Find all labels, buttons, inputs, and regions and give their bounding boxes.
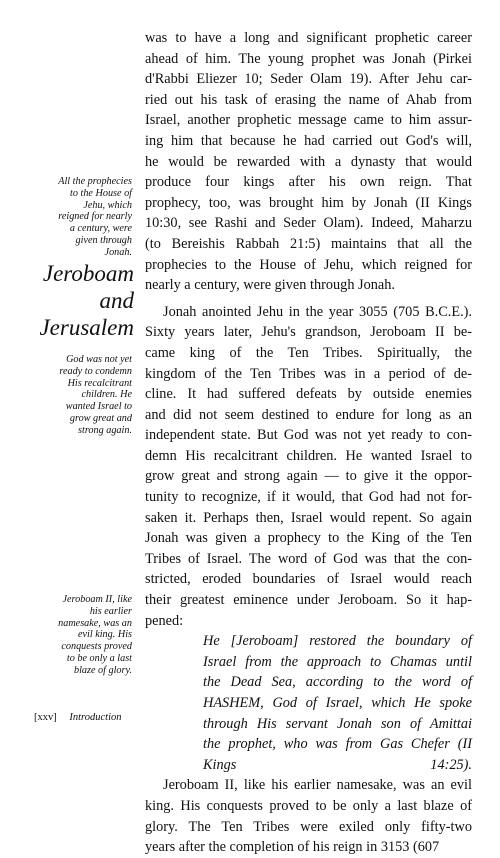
- paragraph-jeroboam-reign-line: Jonah anointed Jehu in the year 3055 (705 B.C.E.).: [163, 303, 472, 320]
- paragraph-jonah-career-line: prophecy, too, was brought him by Jonah (II Kings: [145, 194, 472, 211]
- page-footer: [34, 712, 131, 723]
- margin-note-jeroboam: [20, 594, 132, 677]
- paragraph-jeroboam-reign-line: demn His recalcitrant children. He wanted Israel to: [145, 447, 472, 464]
- paragraph-jonah-career-line: (to Bereishis Rabbah 21:5) maintains that all the: [145, 235, 472, 252]
- paragraph-jeroboam-reign: [145, 302, 472, 632]
- margin-note-god-not-ready-line: children. He: [81, 389, 132, 401]
- paragraph-jeroboam-reign-line: cline. It had suffered defeats by outside enemies: [145, 386, 472, 403]
- block-quote-line: He [Jeroboam] restored the boundary of: [203, 633, 472, 650]
- paragraph-jeroboam-reign-line: their greatest eminence under Jeroboam. So it hap-: [145, 592, 472, 609]
- margin-note-god-not-ready-line: wanted Israel to: [65, 401, 132, 413]
- paragraph-jonah-career-line: 10:30, see Rashi and Seder Olam). Indeed, Maharzu: [145, 215, 472, 232]
- block-quote-kings: [145, 631, 472, 775]
- margin-note-jeroboam-line: Jeroboam II, like: [62, 594, 132, 605]
- page-number: [xxv]: [34, 712, 57, 723]
- margin-note-god-not-ready-line: strong again.: [78, 424, 132, 436]
- margin-note-god-not-ready: [20, 354, 132, 437]
- paragraph-jeroboam-reign-line: tunity to recognize, if it would, that God had not for-: [145, 489, 472, 506]
- paragraph-evil-king-line: king. His conquests proved to be only a last blaze of: [145, 797, 472, 814]
- margin-note-prophecies-line: reigned for nearly: [58, 211, 132, 223]
- paragraph-jonah-career-line: Israel, another prophetic message came to him assur-: [145, 112, 472, 129]
- margin-note-god-not-ready-line: His recalcitrant: [67, 377, 132, 389]
- block-quote-line: Kings 14:25).: [203, 756, 472, 773]
- margin-note-prophecies: [20, 176, 132, 259]
- paragraph-jeroboam-reign-line: pened:: [145, 612, 184, 629]
- paragraph-jeroboam-reign-line: Jonah was given a prophecy to the King of the Ten: [145, 530, 472, 547]
- paragraph-jonah-career-line: ing him that because he had carried out God's will,: [145, 132, 472, 149]
- margin-note-god-not-ready-line: ready to condemn: [59, 365, 132, 377]
- paragraph-jonah-career-line: was to have a long and significant prophetic career: [145, 30, 472, 46]
- paragraph-evil-king-line: Jeroboam II, like his earlier namesake, was an evil: [163, 777, 472, 794]
- paragraph-evil-king: [145, 775, 472, 857]
- margin-note-jeroboam-line: conquests proved: [61, 641, 132, 653]
- paragraph-jeroboam-reign-line: kingdom of the Ten Tribes was in a period of de-: [145, 365, 472, 382]
- margin-note-jeroboam-line: his earlier: [89, 605, 132, 617]
- margin-note-prophecies-line: given through: [75, 234, 132, 246]
- block-quote-line: through His servant Jonah son of Amittai: [203, 715, 472, 732]
- paragraph-jonah-career: [145, 28, 472, 296]
- paragraph-jonah-career-line: produce four kings after his own reign. That: [145, 174, 472, 191]
- paragraph-jeroboam-reign-line: Sixty years later, Jehu's grandson, Jeroboam II be-: [145, 324, 472, 341]
- block-quote-line: the Dead Sea, according to the word of: [203, 674, 472, 691]
- margin-note-jeroboam-line: evil king. His: [77, 629, 132, 641]
- section-heading: [30, 260, 134, 341]
- main-text-column: [145, 28, 472, 858]
- margin-note-prophecies-line: a century, were: [69, 223, 132, 235]
- margin-note-prophecies-line: All the prophecies: [58, 176, 132, 187]
- section-heading-line: Jerusalem: [39, 315, 134, 340]
- paragraph-jeroboam-reign-line: independent state. But God was not yet ready to con-: [145, 427, 472, 444]
- margin-note-god-not-ready-line: God was not yet: [66, 354, 132, 365]
- paragraph-evil-king-line: years after the completion of his reign in 3153 (607: [145, 839, 440, 856]
- margin-note-jeroboam-line: namesake, was an: [58, 617, 132, 629]
- paragraph-evil-king-line: glory. The Ten Tribes were exiled only fifty-two: [145, 818, 472, 835]
- margin-note-prophecies-line: to the House of: [70, 187, 132, 199]
- paragraph-jeroboam-reign-line: grow great and strong again — to give it the oppor-: [145, 468, 472, 485]
- section-heading-line: Jeroboam: [42, 261, 134, 286]
- paragraph-jeroboam-reign-line: and did not seem destined to endure for long as an: [145, 406, 472, 423]
- margin-note-jeroboam-line: blaze of glory.: [73, 664, 132, 676]
- block-quote-line: the prophet, who was from Gas Chefer (II: [203, 736, 472, 753]
- block-quote-line: HASHEM, God of Israel, which He spoke: [203, 695, 472, 711]
- paragraph-jeroboam-reign-line: came king of the Ten Tribes. Spiritually, the: [145, 344, 472, 361]
- paragraph-jonah-career-line: d'Rabbi Eliezer 10; Seder Olam 19). After Jehu car-: [145, 71, 472, 88]
- section-heading-line: and: [99, 288, 134, 313]
- margin-note-god-not-ready-line: grow great and: [69, 412, 132, 424]
- paragraph-jonah-career-line: ahead of him. The young prophet was Jonah (Pirkei: [145, 50, 472, 67]
- margin-note-jeroboam-line: to be only a last: [66, 652, 132, 664]
- paragraph-jeroboam-reign-line: saken it. Perhaps then, Israel would repent. So again: [145, 509, 472, 526]
- margin-note-prophecies-line: Jonah.: [104, 246, 132, 258]
- running-footer-title: Introduction: [69, 712, 122, 723]
- paragraph-jonah-career-line: ried out his task of erasing the name of Ahab from: [145, 91, 472, 108]
- paragraph-jonah-career-line: nearly a century, were given through Jonah.: [145, 277, 395, 294]
- paragraph-jonah-career-line: he would be rewarded with a dynasty that would: [145, 153, 472, 170]
- paragraph-jeroboam-reign-line: Tribes of Israel. The word of God was that the con-: [145, 550, 472, 567]
- paragraph-jonah-career-line: prophecies to the House of Jehu, which reigned for: [145, 256, 472, 273]
- block-quote-line: Israel from the approach to Chamas until: [203, 653, 472, 670]
- paragraph-jeroboam-reign-line: stricted, eroded boundaries of Israel would reach: [145, 571, 472, 588]
- margin-note-prophecies-line: Jehu, which: [83, 199, 132, 211]
